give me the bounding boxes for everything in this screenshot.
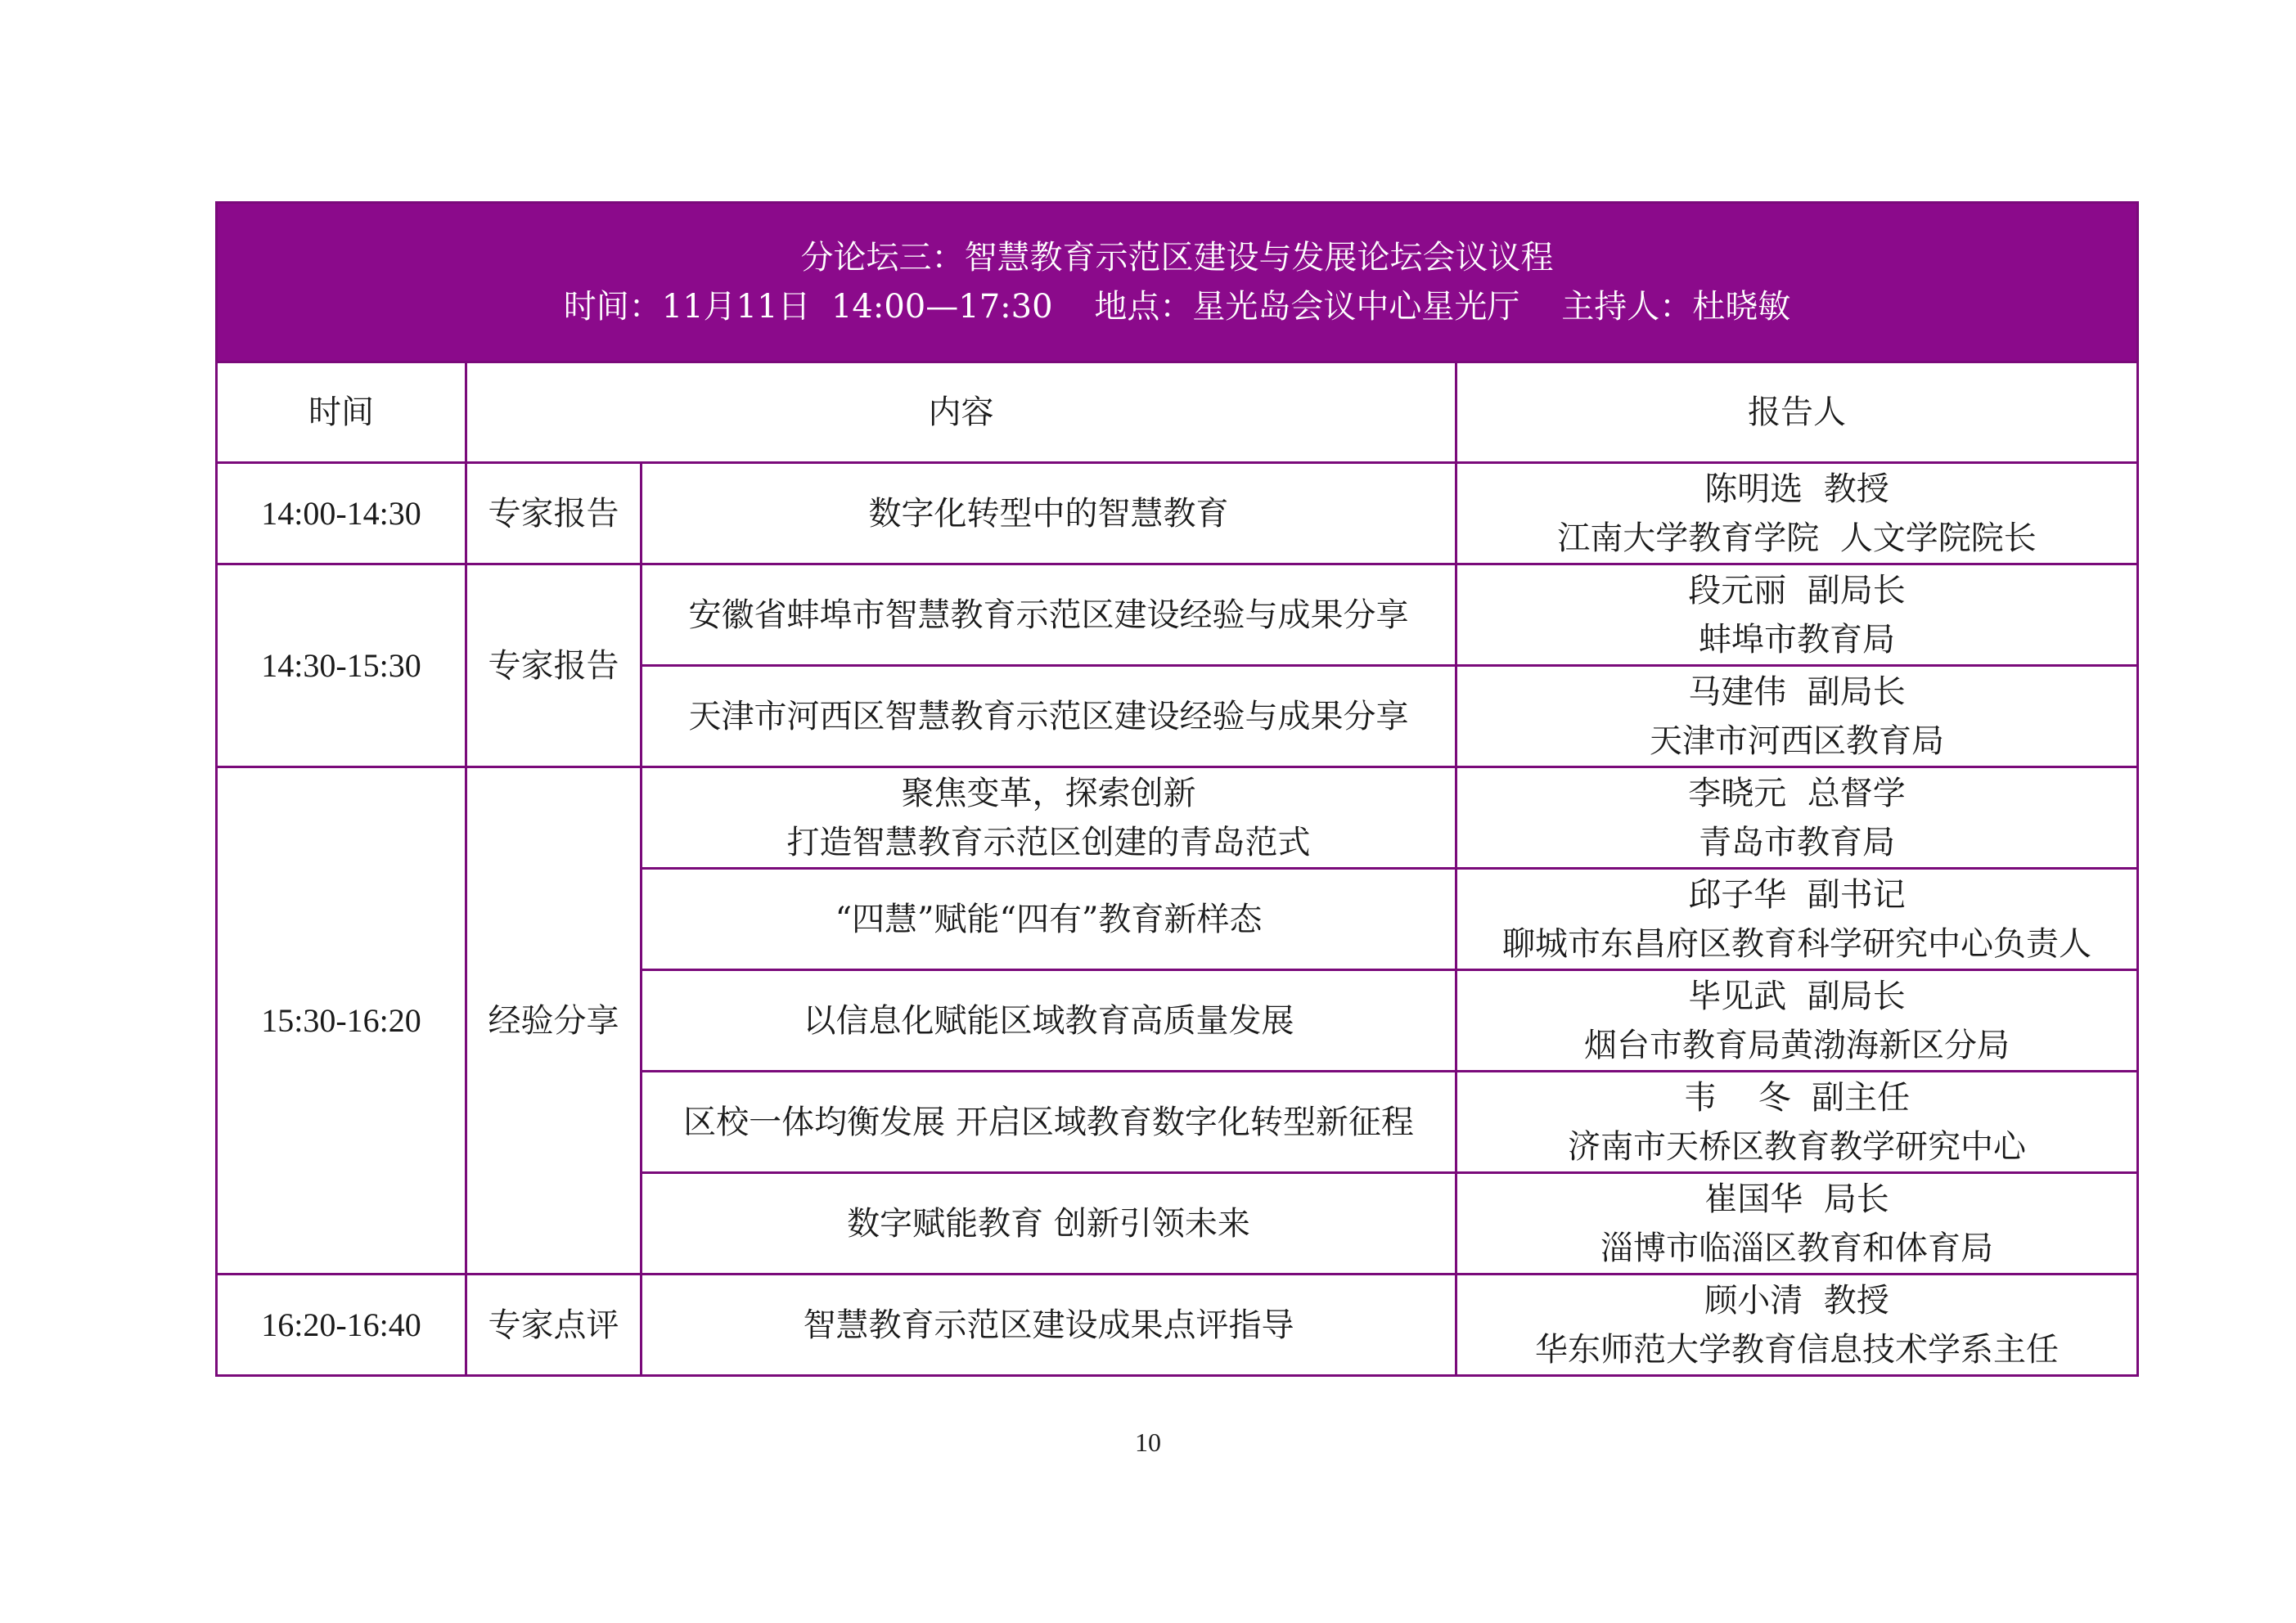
- forum-title: 分论坛三：智慧教育示范区建设与发展论坛会议议程: [800, 239, 1554, 276]
- session-type: 专家点评: [466, 1275, 642, 1376]
- session-time: 14:00-14:30: [217, 463, 466, 564]
- agenda-row: [217, 1275, 2138, 1376]
- session-topic: [642, 1173, 1456, 1275]
- speaker-cell: [1456, 970, 2138, 1072]
- speaker-org: 济南市天桥区教育教学研究中心: [1568, 1127, 2026, 1166]
- speaker-org: 华东师范大学教育信息技术学系主任: [1535, 1330, 2059, 1369]
- topic-line: 区校一体均衡发展 开启区域教育数字化转型新征程: [683, 1103, 1414, 1141]
- topic-line: “四慧”赋能“四有”教育新样态: [835, 900, 1263, 938]
- agenda-table: [215, 201, 2139, 1377]
- header-row: [217, 362, 2138, 463]
- speaker-name: 陈明选 教授: [1704, 470, 1889, 508]
- speaker-name: 段元丽 副局长: [1688, 571, 1906, 609]
- agenda-row: [217, 463, 2138, 564]
- speaker-org: 蚌埠市教育局: [1699, 620, 1895, 659]
- topic-line: 天津市河西区智慧教育示范区建设经验与成果分享: [688, 697, 1409, 735]
- speaker-cell: [1456, 1173, 2138, 1275]
- speaker-cell: [1456, 564, 2138, 666]
- speaker-org: 江南大学教育学院 人文学院院长: [1557, 519, 2037, 557]
- header-time: 时间: [217, 362, 466, 463]
- session-type: 专家报告: [466, 463, 642, 564]
- speaker-cell: [1456, 767, 2138, 869]
- topic-line: 数字赋能教育 创新引领未来: [847, 1204, 1250, 1243]
- speaker-cell: [1456, 666, 2138, 767]
- speaker-cell: [1456, 463, 2138, 564]
- topic-line: 聚焦变革，探索创新: [901, 774, 1196, 812]
- session-time: 16:20-16:40: [217, 1275, 466, 1376]
- agenda-banner-row: [217, 203, 2138, 362]
- session-topic: [642, 1072, 1456, 1173]
- speaker-org: 烟台市教育局黄渤海新区分局: [1584, 1026, 2010, 1064]
- speaker-cell: [1456, 1072, 2138, 1173]
- session-topic: [642, 1275, 1456, 1376]
- session-topic: [642, 869, 1456, 970]
- agenda-row: [217, 564, 2138, 666]
- agenda-row: [217, 767, 2138, 869]
- speaker-name: 顾小清 教授: [1704, 1281, 1889, 1320]
- session-time: 14:30-15:30: [217, 564, 466, 767]
- forum-info: 时间：11月11日 14:00—17:30 地点：星光岛会议中心星光厅 主持人：杜晓敏: [563, 288, 1791, 326]
- speaker-name: 崔国华 局长: [1704, 1180, 1889, 1218]
- speaker-name: 邱子华 副书记: [1688, 875, 1906, 914]
- speaker-cell: [1456, 869, 2138, 970]
- topic-line: 智慧教育示范区建设成果点评指导: [803, 1306, 1294, 1344]
- speaker-org: 聊城市东昌府区教育科学研究中心负责人: [1502, 924, 2091, 963]
- topic-line: 以信息化赋能区域教育高质量发展: [803, 1001, 1294, 1040]
- topic-line: 打造智慧教育示范区创建的青岛范式: [786, 823, 1311, 861]
- session-topic: [642, 970, 1456, 1072]
- session-topic: [642, 564, 1456, 666]
- speaker-org: 淄博市临淄区教育和体育局: [1600, 1229, 1993, 1267]
- session-topic: [642, 666, 1456, 767]
- header-content: 内容: [466, 362, 1456, 463]
- session-type: 经验分享: [466, 767, 642, 1275]
- topic-line: 安徽省蚌埠市智慧教育示范区建设经验与成果分享: [688, 596, 1409, 634]
- topic-line: 数字化转型中的智慧教育: [868, 494, 1229, 533]
- page-number: 10: [1135, 1427, 1161, 1457]
- session-topic: [642, 767, 1456, 869]
- speaker-name: 马建伟 副局长: [1688, 672, 1906, 711]
- session-topic: [642, 463, 1456, 564]
- speaker-name: 毕见武 副局长: [1688, 977, 1906, 1015]
- speaker-name: 李晓元 总督学: [1688, 774, 1906, 812]
- agenda-banner: [217, 203, 2138, 362]
- header-speaker: 报告人: [1456, 362, 2138, 463]
- speaker-name: 韦 冬 副主任: [1683, 1078, 1911, 1117]
- session-time: 15:30-16:20: [217, 767, 466, 1275]
- speaker-org: 天津市河西区教育局: [1650, 722, 1944, 760]
- speaker-org: 青岛市教育局: [1699, 823, 1895, 861]
- session-type: 专家报告: [466, 564, 642, 767]
- speaker-cell: [1456, 1275, 2138, 1376]
